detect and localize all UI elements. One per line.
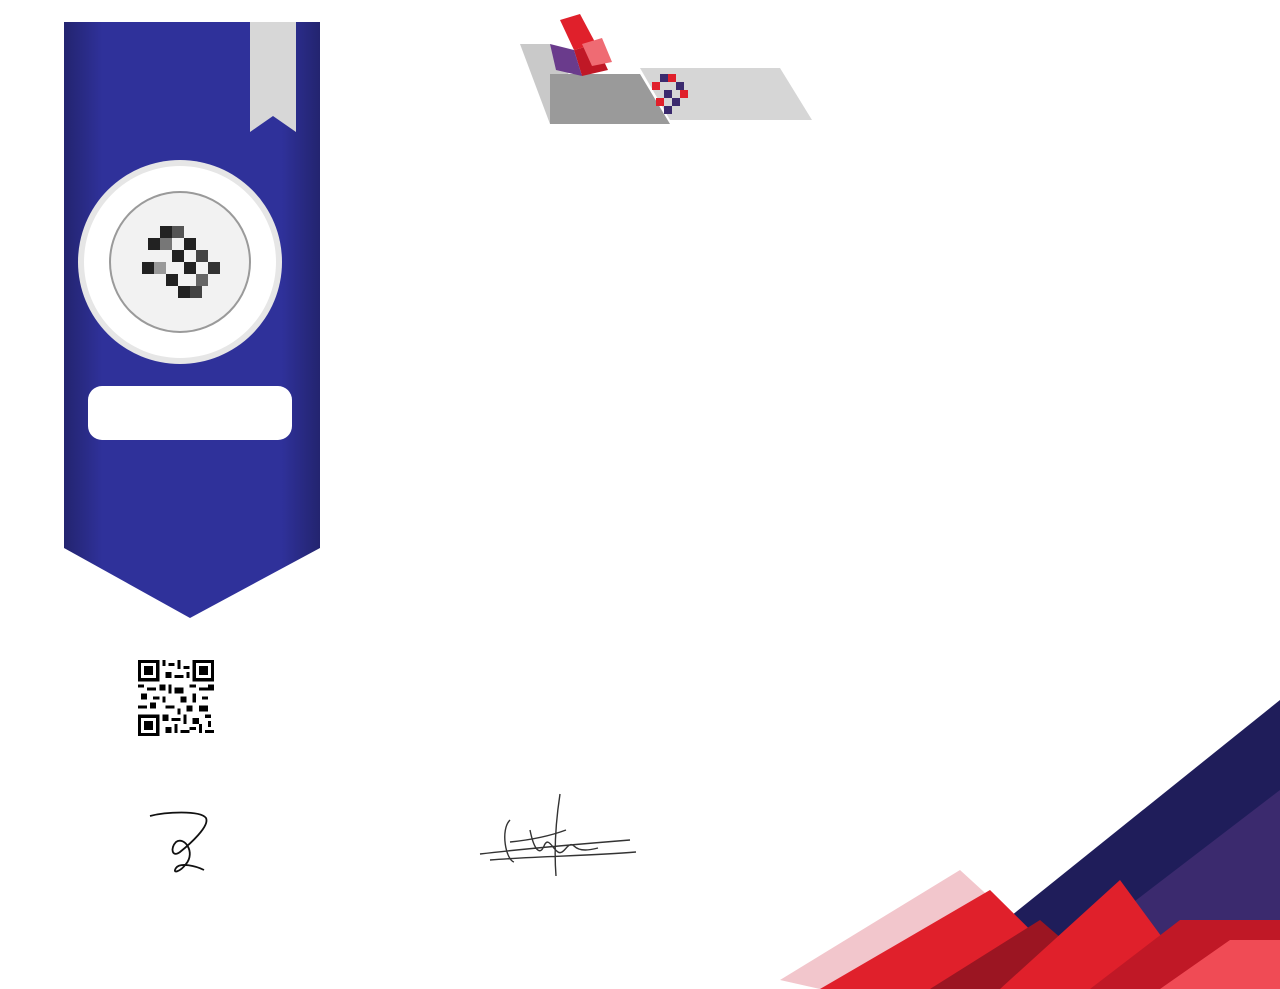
clima-insp-logo	[520, 14, 820, 148]
signature-2	[470, 790, 640, 880]
folio-box	[88, 386, 292, 440]
signature-1	[140, 808, 220, 880]
corner-decoration	[760, 680, 1280, 989]
clima-logo-icon	[520, 14, 820, 148]
ribbon-graphic	[0, 0, 340, 640]
left-ribbon	[0, 0, 340, 640]
qr-code-icon	[138, 660, 214, 736]
